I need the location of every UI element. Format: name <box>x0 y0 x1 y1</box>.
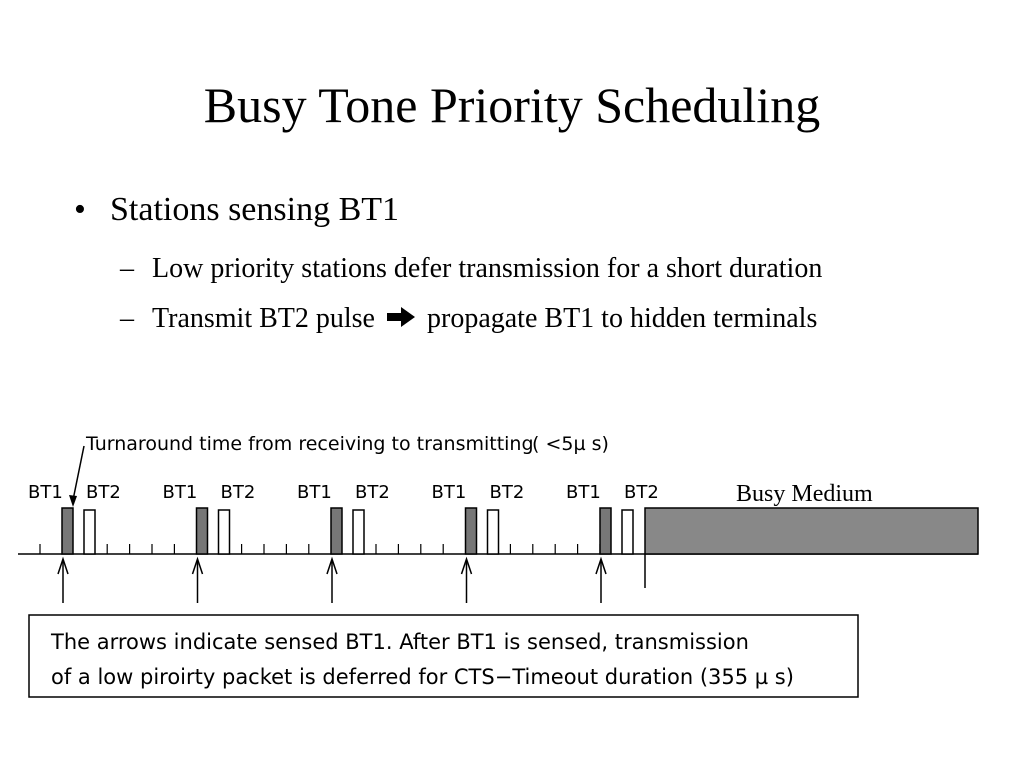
bt1-pulse <box>600 508 611 554</box>
bt2-label: BT2 <box>220 482 256 503</box>
sensed-bt1-arrows <box>58 559 606 603</box>
busy-medium-label: Busy Medium <box>736 481 873 507</box>
bt1-pulse <box>466 508 477 554</box>
bt2-label: BT2 <box>489 482 525 503</box>
sub-bullet-text-after: propagate BT1 to hidden terminals <box>427 303 818 334</box>
bt1-pulse <box>62 508 73 554</box>
turnaround-value: ( <5µ s) <box>532 433 609 455</box>
bt2-label: BT2 <box>624 482 659 503</box>
pulse-shapes <box>62 508 633 554</box>
sub-bullet-text: Low priority stations defer transmission for a short duration <box>152 253 823 284</box>
bt2-pulse <box>353 510 364 554</box>
bt1-label: BT1 <box>431 482 467 503</box>
bt2-label: BT2 <box>86 482 121 503</box>
bt1-pulse <box>197 508 208 554</box>
sub-bullet-dash: – <box>120 303 134 334</box>
busy-medium-block <box>645 508 978 554</box>
sub-bullet-text-before: Transmit BT2 pulse <box>152 303 375 334</box>
bt2-pulse <box>219 510 230 554</box>
bt2-label: BT2 <box>355 482 390 503</box>
turnaround-arrowhead <box>69 495 77 507</box>
bt2-pulse <box>488 510 499 554</box>
turnaround-arrow-line <box>73 446 84 500</box>
bullet-text: Stations sensing BT1 <box>110 191 400 228</box>
bt1-label: BT1 <box>162 482 198 503</box>
slide-title: Busy Tone Priority Scheduling <box>203 77 821 133</box>
caption-line-2: of a low piroirty packet is deferred for CTS−Timeout duration (355 µ s) <box>51 665 794 689</box>
bullet-dot: • <box>74 191 86 228</box>
bt2-pulse <box>84 510 95 554</box>
caption-line-1: The arrows indicate sensed BT1. After BT1 is sensed, transmission <box>51 630 749 654</box>
bt1-label: BT1 <box>28 482 63 503</box>
bt1-label: BT1 <box>297 482 332 503</box>
bt2-pulse <box>622 510 633 554</box>
sub-bullet-dash: – <box>120 253 134 284</box>
pulse-labels <box>28 482 659 503</box>
bt1-label: BT1 <box>566 482 601 503</box>
turnaround-label: Turnaround time from receiving to transmitting <box>86 433 534 455</box>
bt1-pulse <box>331 508 342 554</box>
